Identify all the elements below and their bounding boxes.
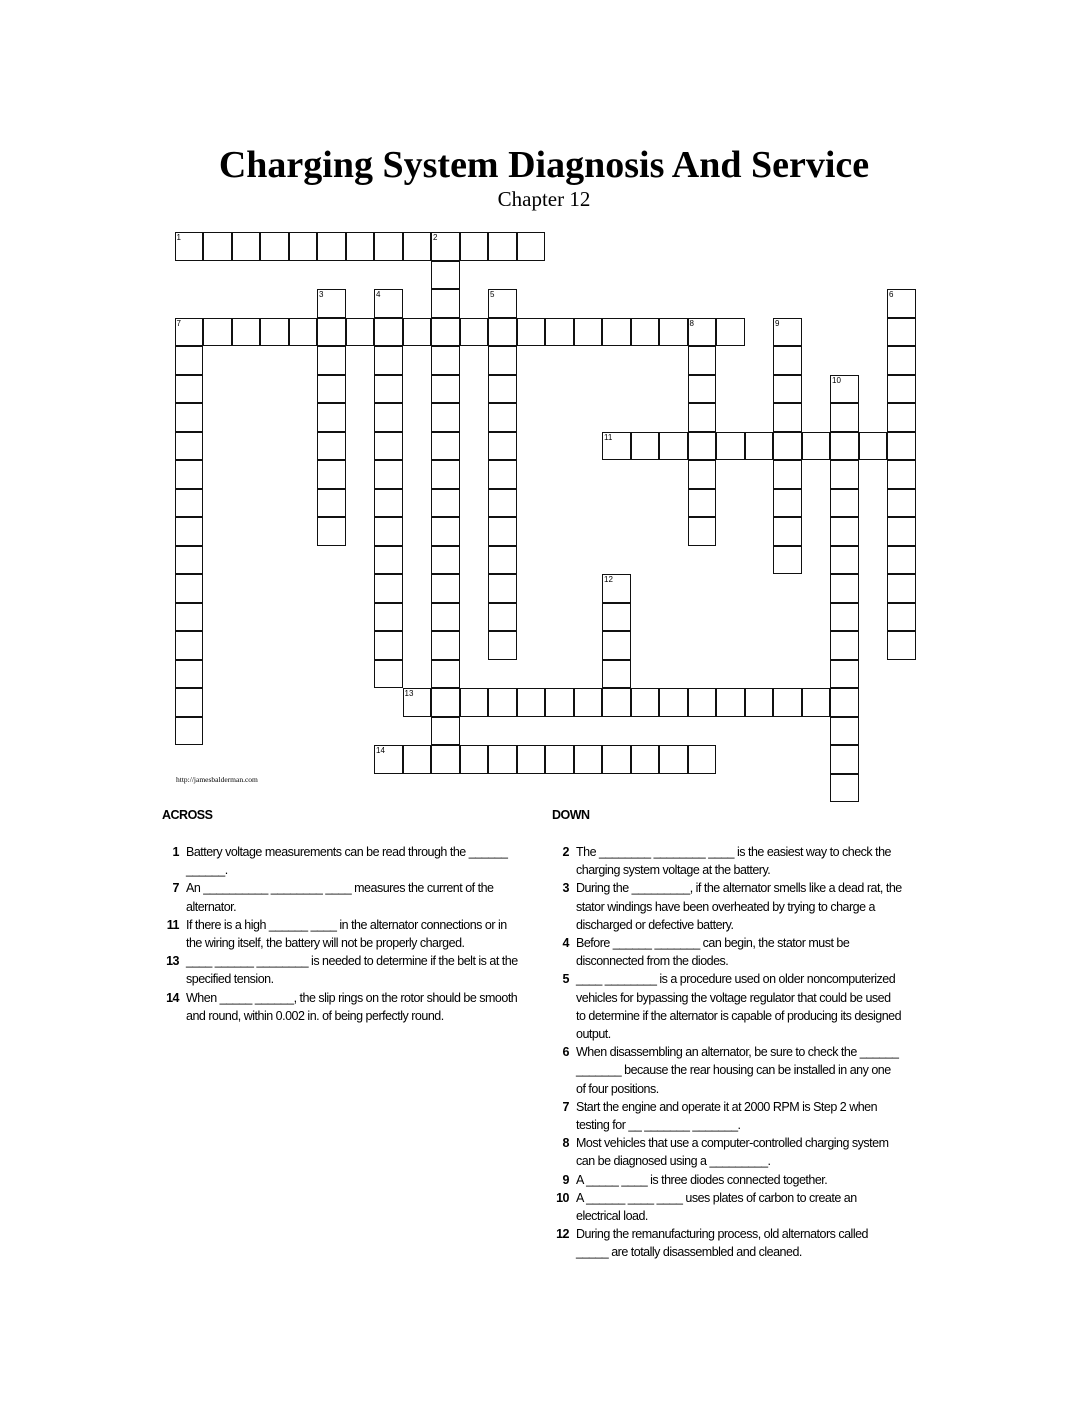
- grid-cell[interactable]: [830, 546, 859, 575]
- grid-cell[interactable]: [688, 688, 717, 717]
- grid-cell[interactable]: [460, 232, 489, 261]
- grid-cell[interactable]: [374, 432, 403, 461]
- grid-cell[interactable]: [887, 517, 916, 546]
- clue-number: 6: [562, 1045, 569, 1060]
- grid-cell[interactable]: [545, 688, 574, 717]
- clue-text: Most vehicles that use a computer-controlled charging system can be diagnosed using a _________.: [576, 1136, 889, 1169]
- clue-down-10: [552, 1189, 902, 1225]
- clue-down-8: [552, 1134, 902, 1170]
- grid-cell[interactable]: [602, 603, 631, 632]
- grid-cell[interactable]: [203, 318, 232, 347]
- grid-cell[interactable]: [431, 289, 460, 318]
- grid-cell[interactable]: [887, 318, 916, 347]
- grid-cell[interactable]: [374, 232, 403, 261]
- grid-cell[interactable]: [887, 460, 916, 489]
- grid-cell[interactable]: [374, 603, 403, 632]
- grid-cell[interactable]: [830, 432, 859, 461]
- clue-across-1: [162, 843, 518, 879]
- grid-cell[interactable]: [745, 688, 774, 717]
- grid-cell[interactable]: [517, 232, 546, 261]
- grid-cell[interactable]: [659, 688, 688, 717]
- clue-number: 11: [166, 917, 179, 932]
- grid-cell[interactable]: [688, 460, 717, 489]
- grid-cell[interactable]: [773, 489, 802, 518]
- grid-cell[interactable]: [374, 460, 403, 489]
- clue-number: 10: [556, 1190, 569, 1205]
- grid-cell[interactable]: [317, 318, 346, 347]
- grid-cell[interactable]: [659, 318, 688, 347]
- grid-cell[interactable]: [260, 318, 289, 347]
- grid-cell[interactable]: [175, 432, 204, 461]
- grid-cell[interactable]: [602, 631, 631, 660]
- grid-cell[interactable]: [431, 603, 460, 632]
- grid-cell[interactable]: [659, 432, 688, 461]
- grid-cell[interactable]: [802, 432, 831, 461]
- grid-cell[interactable]: [688, 432, 717, 461]
- grid-cell[interactable]: [175, 460, 204, 489]
- grid-cell[interactable]: [688, 403, 717, 432]
- grid-cell[interactable]: [317, 289, 346, 318]
- down-clues: [552, 807, 902, 1262]
- grid-cell[interactable]: [574, 745, 603, 774]
- down-heading: DOWN: [552, 808, 590, 822]
- across-clues: [162, 807, 518, 1025]
- grid-cell[interactable]: [887, 403, 916, 432]
- grid-cell[interactable]: [374, 289, 403, 318]
- puzzle-title: Charging System Diagnosis And Service: [218, 144, 870, 186]
- grid-cell[interactable]: [175, 717, 204, 746]
- grid-cell[interactable]: [317, 403, 346, 432]
- grid-cell[interactable]: [374, 574, 403, 603]
- grid-cell[interactable]: [374, 403, 403, 432]
- grid-cell[interactable]: [773, 432, 802, 461]
- cell-number: 2: [433, 233, 438, 242]
- grid-cell[interactable]: [488, 688, 517, 717]
- grid-cell[interactable]: [773, 375, 802, 404]
- grid-cell[interactable]: [460, 745, 489, 774]
- grid-cell[interactable]: [431, 375, 460, 404]
- across-heading: ACROSS: [162, 808, 213, 822]
- clue-text: When disassembling an alternator, be sure to check the ______ _______ because the rear housing can be installed in any one of four positions.: [576, 1045, 899, 1096]
- grid-cell[interactable]: [887, 289, 916, 318]
- grid-cell[interactable]: [175, 631, 204, 660]
- grid-cell[interactable]: [488, 403, 517, 432]
- grid-cell[interactable]: [602, 318, 631, 347]
- grid-cell[interactable]: [260, 232, 289, 261]
- grid-cell[interactable]: [317, 375, 346, 404]
- clue-text: Start the engine and operate it at 2000 RPM is Step 2 when testing for __ _______ _______.: [576, 1099, 878, 1133]
- grid-cell[interactable]: [374, 489, 403, 518]
- grid-cell[interactable]: [887, 574, 916, 603]
- grid-cell[interactable]: [431, 432, 460, 461]
- clue-text: An __________ ________ ____ measures the current of the alternator.: [186, 881, 494, 914]
- grid-cell[interactable]: [431, 631, 460, 660]
- grid-cell[interactable]: [602, 432, 631, 461]
- grid-cell[interactable]: [716, 432, 745, 461]
- grid-cell[interactable]: [431, 517, 460, 546]
- cell-number: 12: [604, 575, 613, 584]
- grid-cell[interactable]: [175, 603, 204, 632]
- grid-cell[interactable]: [887, 432, 916, 461]
- grid-cell[interactable]: [688, 517, 717, 546]
- grid-cell[interactable]: [517, 688, 546, 717]
- grid-cell[interactable]: [602, 574, 631, 603]
- grid-cell[interactable]: [488, 517, 517, 546]
- cell-number: 5: [490, 290, 495, 299]
- source-url: http://jamesbalderman.com: [176, 775, 258, 784]
- grid-cell[interactable]: [374, 745, 403, 774]
- clue-text: A ______ ____ ____ uses plates of carbon to create an electrical load.: [576, 1190, 857, 1224]
- clue-text: During the _________, if the alternator smells like a dead rat, the stator windings have been overheated by trying to charge a discharged or defective battery.: [576, 881, 902, 932]
- clue-text: Battery voltage measurements can be read through the ______ ______.: [186, 845, 508, 878]
- grid-cell[interactable]: [460, 688, 489, 717]
- grid-cell[interactable]: [488, 546, 517, 575]
- grid-cell[interactable]: [887, 603, 916, 632]
- grid-cell[interactable]: [830, 574, 859, 603]
- grid-cell[interactable]: [830, 745, 859, 774]
- grid-cell[interactable]: [175, 517, 204, 546]
- clue-down-5: [552, 970, 902, 1043]
- grid-cell[interactable]: [830, 460, 859, 489]
- grid-cell[interactable]: [488, 631, 517, 660]
- grid-cell[interactable]: [773, 346, 802, 375]
- clue-number: 8: [562, 1136, 569, 1151]
- grid-cell[interactable]: [374, 660, 403, 689]
- grid-cell[interactable]: [431, 489, 460, 518]
- grid-cell[interactable]: [574, 318, 603, 347]
- clue-number: 2: [562, 845, 569, 859]
- cell-number: 3: [319, 290, 324, 299]
- clue-across-11: [162, 916, 518, 952]
- grid-cell[interactable]: [374, 318, 403, 347]
- cell-number: 6: [889, 290, 894, 299]
- clue-down-4: [552, 934, 902, 970]
- grid-cell[interactable]: [175, 346, 204, 375]
- grid-cell[interactable]: [431, 403, 460, 432]
- grid-cell[interactable]: [317, 460, 346, 489]
- grid-cell[interactable]: [716, 688, 745, 717]
- grid-cell[interactable]: [431, 318, 460, 347]
- grid-cell[interactable]: [545, 745, 574, 774]
- grid-cell[interactable]: [830, 631, 859, 660]
- grid-cell[interactable]: [431, 717, 460, 746]
- grid-cell[interactable]: [688, 346, 717, 375]
- grid-cell[interactable]: [773, 517, 802, 546]
- grid-cell[interactable]: [232, 232, 261, 261]
- grid-cell[interactable]: [887, 546, 916, 575]
- clue-text: A _____ ____ is three diodes connected together.: [576, 1172, 828, 1187]
- grid-cell[interactable]: [887, 346, 916, 375]
- cell-number: 7: [176, 318, 181, 328]
- grid-cell[interactable]: [602, 688, 631, 717]
- grid-cell[interactable]: [374, 375, 403, 404]
- grid-cell[interactable]: [232, 318, 261, 347]
- grid-cell[interactable]: [317, 346, 346, 375]
- grid-cell[interactable]: [488, 375, 517, 404]
- grid-cell[interactable]: [431, 688, 460, 717]
- grid-cell[interactable]: [631, 432, 660, 461]
- clue-number: 9: [562, 1172, 569, 1187]
- grid-cell[interactable]: [773, 546, 802, 575]
- clue-down-3: [552, 879, 902, 934]
- grid-cell[interactable]: [545, 318, 574, 347]
- grid-cell[interactable]: [374, 546, 403, 575]
- grid-cell[interactable]: [346, 232, 375, 261]
- grid-cell[interactable]: [403, 745, 432, 774]
- grid-cell[interactable]: [517, 318, 546, 347]
- grid-cell[interactable]: [431, 574, 460, 603]
- grid-cell[interactable]: [346, 318, 375, 347]
- clue-text: Before ______ _______ can begin, the stator must be disconnected from the diodes.: [576, 936, 850, 969]
- grid-cell[interactable]: [488, 232, 517, 261]
- grid-cell[interactable]: [175, 688, 204, 717]
- grid-cell[interactable]: [374, 517, 403, 546]
- cell-number: 1: [176, 233, 181, 242]
- grid-cell[interactable]: [830, 403, 859, 432]
- grid-cell[interactable]: [431, 460, 460, 489]
- grid-cell[interactable]: [431, 745, 460, 774]
- grid-cell[interactable]: [602, 660, 631, 689]
- grid-cell[interactable]: [374, 346, 403, 375]
- clue-number: 1: [172, 845, 179, 859]
- grid-cell[interactable]: [431, 660, 460, 689]
- grid-cell[interactable]: [317, 489, 346, 518]
- grid-cell[interactable]: [830, 603, 859, 632]
- clue-text: The ________ ________ ____ is the easiest way to check the charging system voltage at the battery.: [576, 845, 892, 878]
- cell-number: 4: [376, 290, 381, 299]
- clue-across-14: [162, 989, 518, 1025]
- grid-cell[interactable]: [631, 745, 660, 774]
- grid-cell[interactable]: [431, 261, 460, 290]
- grid-cell[interactable]: [175, 403, 204, 432]
- clue-number: 3: [562, 881, 569, 896]
- clue-text: ____ ________ is a procedure used on older noncomputerized vehicles for bypassing the voltage regulator that could be used to determine if the alternator is capable of producing its designed output.: [576, 972, 902, 1042]
- grid-cell[interactable]: [631, 688, 660, 717]
- grid-cell[interactable]: [716, 318, 745, 347]
- clue-number: 4: [562, 936, 569, 951]
- grid-cell[interactable]: [403, 232, 432, 261]
- grid-cell[interactable]: [488, 574, 517, 603]
- grid-cell[interactable]: [175, 232, 204, 261]
- clue-number: 5: [562, 972, 569, 987]
- grid-cell[interactable]: [488, 745, 517, 774]
- grid-cell[interactable]: [374, 631, 403, 660]
- grid-cell[interactable]: [688, 318, 717, 347]
- grid-cell[interactable]: [830, 660, 859, 689]
- grid-cell[interactable]: [830, 717, 859, 746]
- grid-cell[interactable]: [631, 318, 660, 347]
- grid-cell[interactable]: [488, 603, 517, 632]
- clue-text: When _____ ______, the slip rings on the rotor should be smooth and round, within 0.002 in. of being perfectly round.: [186, 990, 518, 1023]
- clue-text: If there is a high ______ ____ in the alternator connections or in the wiring itself, the battery will not be properly charged.: [186, 917, 507, 951]
- grid-cell[interactable]: [830, 517, 859, 546]
- clue-number: 14: [166, 990, 179, 1005]
- grid-cell[interactable]: [488, 432, 517, 461]
- grid-cell[interactable]: [859, 432, 888, 461]
- grid-cell[interactable]: [317, 232, 346, 261]
- grid-cell[interactable]: [688, 375, 717, 404]
- cell-number: 14: [376, 746, 385, 755]
- grid-cell[interactable]: [773, 318, 802, 347]
- grid-cell[interactable]: [773, 688, 802, 717]
- grid-cell[interactable]: [574, 688, 603, 717]
- grid-cell[interactable]: [602, 745, 631, 774]
- clue-number: 7: [172, 881, 179, 896]
- cell-number: 10: [832, 375, 841, 385]
- grid-cell[interactable]: [175, 574, 204, 603]
- grid-cell[interactable]: [488, 460, 517, 489]
- cell-number: 9: [775, 318, 780, 328]
- grid-cell[interactable]: [317, 517, 346, 546]
- grid-cell[interactable]: [488, 346, 517, 375]
- clue-down-2: [552, 843, 902, 879]
- grid-cell[interactable]: [175, 546, 204, 575]
- grid-cell[interactable]: [488, 318, 517, 347]
- grid-cell[interactable]: [688, 745, 717, 774]
- grid-cell[interactable]: [887, 631, 916, 660]
- grid-cell[interactable]: [317, 432, 346, 461]
- clue-across-13: [162, 952, 518, 988]
- grid-cell[interactable]: [403, 688, 432, 717]
- grid-cell[interactable]: [830, 688, 859, 717]
- clue-number: 13: [166, 954, 179, 969]
- grid-cell[interactable]: [403, 318, 432, 347]
- grid-cell[interactable]: [659, 745, 688, 774]
- puzzle-subtitle: Chapter 12: [497, 187, 591, 211]
- grid-cell[interactable]: [175, 375, 204, 404]
- grid-cell[interactable]: [688, 489, 717, 518]
- clue-down-12: [552, 1225, 902, 1261]
- grid-cell[interactable]: [802, 688, 831, 717]
- grid-cell[interactable]: [887, 375, 916, 404]
- grid-cell[interactable]: [887, 489, 916, 518]
- grid-cell[interactable]: [773, 460, 802, 489]
- clue-number: 7: [562, 1099, 569, 1114]
- grid-cell[interactable]: [830, 375, 859, 404]
- grid-cell[interactable]: [830, 774, 859, 803]
- clue-text: ____ ______ ________ is needed to determine if the belt is at the specified tension.: [186, 954, 518, 987]
- cell-number: 13: [404, 689, 414, 698]
- grid-cell[interactable]: [460, 318, 489, 347]
- grid-cell[interactable]: [289, 318, 318, 347]
- clue-down-7: [552, 1098, 902, 1134]
- grid-cell[interactable]: [431, 546, 460, 575]
- grid-cell[interactable]: [203, 232, 232, 261]
- grid-cell[interactable]: [488, 489, 517, 518]
- clue-number: 12: [556, 1227, 569, 1242]
- grid-cell[interactable]: [175, 318, 204, 347]
- cell-number: 11: [604, 432, 613, 442]
- clue-text: During the remanufacturing process, old alternators called _____ are totally disassembled and cleaned.: [576, 1227, 869, 1260]
- clue-down-9: [552, 1171, 902, 1189]
- grid-cell[interactable]: [431, 346, 460, 375]
- clue-down-6: [552, 1043, 902, 1098]
- grid-cell[interactable]: [745, 432, 774, 461]
- grid-cell[interactable]: [431, 232, 460, 261]
- grid-cell[interactable]: [830, 489, 859, 518]
- cell-number: 8: [689, 318, 694, 328]
- grid-cell[interactable]: [517, 745, 546, 774]
- grid-cell[interactable]: [175, 489, 204, 518]
- grid-cell[interactable]: [773, 403, 802, 432]
- grid-cell[interactable]: [488, 289, 517, 318]
- grid-cell[interactable]: [175, 660, 204, 689]
- grid-cell[interactable]: [289, 232, 318, 261]
- clue-across-7: [162, 879, 518, 915]
